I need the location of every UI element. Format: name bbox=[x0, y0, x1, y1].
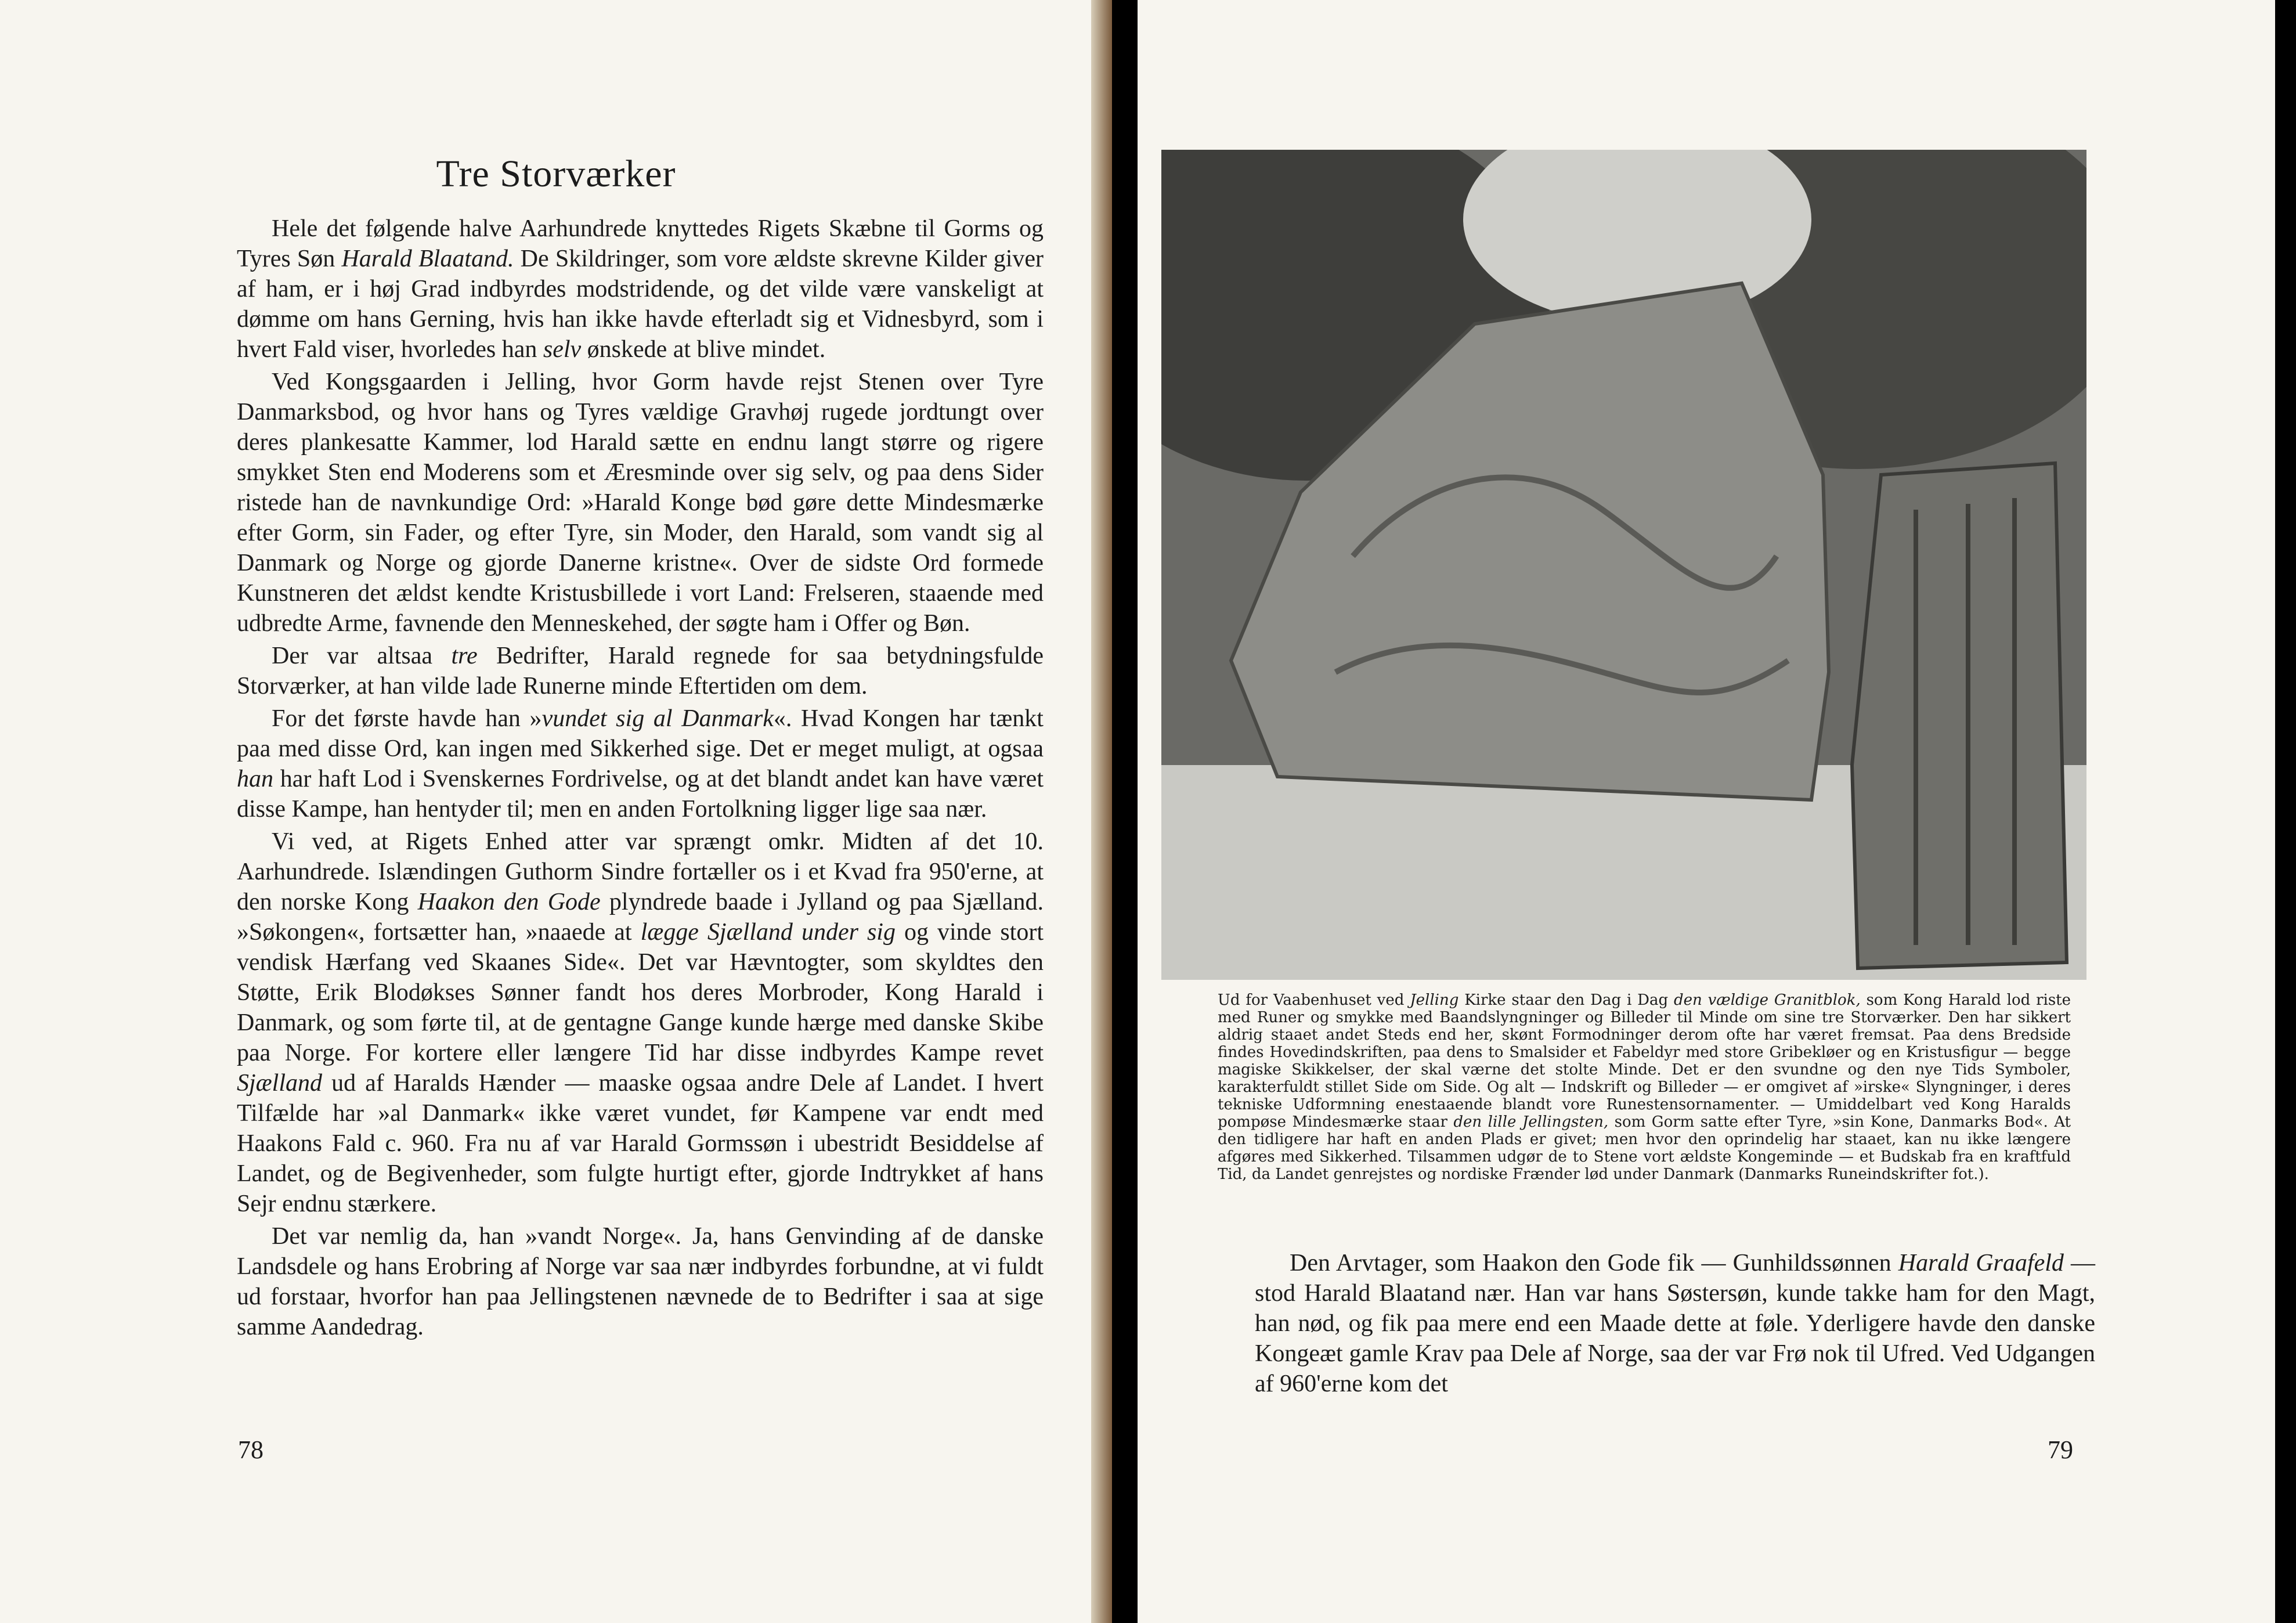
paragraph: Den Arvtager, som Haakon den Gode fik — Gunhildssønnen Harald Graafeld — stod Harald Blaatand nær. Han var hans Søstersøn, kunde takke ham for den Magt, han nød, og fik paa mere end een Maade dette at føle. Yderligere havde den danske Kongeæt gamle Krav paa Dele af Norge, saa der var Frø nok til Ufred. Ved Udgangen af 960'erne kom det bbox=[1255, 1250, 2095, 1397]
paragraph: Vi ved, at Rigets Enhed atter var sprængt omkr. Midten af det 10. Aarhundrede. Islændingen Guthorm Sindre fortæller os i et Kvad fra 950'erne, at den norske Kong Haakon den Gode plyndrede baade i Jylland og paa Sjælland. »Søkongen«, fortsætter han, »naaede at lægge Sjælland under sig og vinde stort vendisk Hærfang ved Skaanes Side«. Det var Hævntogter, som skyldtes den Støtte, Erik Blodøkses Sønner fandt hos deres Morbroder, Kong Harald i Danmark, og som førte til, at de gentagne Gange kunde hærge med danske Skibe paa Norge. For kortere eller længere Tid har disse indbyrdes Kampe revet Sjælland ud af Haralds Hænder — maaske ogsaa andre Dele af Landet. I hvert Tilfælde har »al Danmark« ikke været vundet, før Kampene var endt med Haakons Fald c. 960. Fra nu af var Harald Gormssøn i ubestridt Besiddelse af Landet, og de Begivenheder, som fulgte hurtigt efter, gjorde Indtrykket af hans Sejr endnu stærkere. bbox=[237, 828, 1044, 1217]
paragraph: Ved Kongsgaarden i Jelling, hvor Gorm havde rejst Stenen over Tyre Danmarksbod, og hvor hans og Tyres vældige Gravhøj rugede jordtungt over deres plankesatte Kammer, lod Harald sætte en endnu langt større og rigere smykket Sten end Moderens som et Æresminde over sig selv, og paa dens Sider ristede han de navnkundige Ord: »Harald Konge bød gøre dette Mindesmærke efter Gorm, sin Fader, og efter Tyre, sin Moder, den Harald, som vandt sig al Danmark og Norge og gjorde Danerne kristne«. Over de sidste Ord formede Kunstneren det ældst kendte Kristusbillede i vort Land: Frelseren, staaende med udbredte Arme, favnende den Menneskehed, der søgte ham i Offer og Bøn. bbox=[237, 369, 1044, 637]
jelling-runestone-photo bbox=[1161, 150, 2086, 980]
page-number-right: 79 bbox=[2048, 1436, 2073, 1464]
paragraph: Ud for Vaabenhuset ved Jelling Kirke staar den Dag i Dag den vældige Granitblok, som Kong Harald lod riste med Runer og smykke med Baandslyngninger og Billeder til Minde om sine tre Storværker. Den har sikkert aldrig staaet andet Steds end her, skønt Formodninger derom ofte har været fremsat. Paa dens Bredside findes Hovedindskriften, paa dens to Smalsider et Fabeldyr med store Gribekløer og en Kristusfigur — begge magiske Skikkelser, der skal værne det stolte Minde. Det er den svundne og den nye Tids Symboler, karakterfuldt stillet Side om Side. Og alt — Indskrift og Billeder — er omgivet af »irske« Slyngninger, i deres tekniske Udformning enestaaende blandt vore Runestensornamenter. — Umiddelbart ved Kong Haralds pompøse Mindesmærke staar den lille Jellingsten, som Gorm satte efter Tyre, »sin Kone, Danmarks Bod«. At den tidligere har haft en anden Plads er givet; men hvor den oprindelig har staaet, kan nu ikke længere afgøres med Sikkerhed. Tilsammen udgør de to Stene vort ældste Kongeminde — et Budskab fra en kraftfuld Tid, da Landet genrejstes og nordiske Frænder lød under Danmark (Danmarks Runeindskrifter fot.). bbox=[1218, 991, 2071, 1183]
paragraph: Det var nemlig da, han »vandt Norge«. Ja, hans Genvinding af de danske Landsdele og hans Erobring af Norge var saa nær indbyrdes forbundne, at vi fuldt ud forstaar, hvorfor han paa Jellingstenen nævnede de to Bedrifter i saa at sige samme Aandedrag. bbox=[237, 1223, 1044, 1340]
paragraph: For det første havde han »vundet sig al Danmark«. Hvad Kongen har tænkt paa med disse Ord, kan ingen med Sikkerhed sige. Det er meget muligt, at ogsaa han har haft Lod i Svenskernes Fordrivelse, og at det blandt andet kan have været disse Kampe, han hentyder til; men en anden Fortolkning ligger lige saa nær. bbox=[237, 705, 1044, 823]
photo-caption bbox=[1218, 991, 2071, 1183]
small-jelling-stone bbox=[1852, 463, 2067, 968]
right-body-text bbox=[1255, 1248, 2095, 1399]
page-number-left: 78 bbox=[238, 1436, 263, 1464]
left-body-text bbox=[237, 214, 1044, 1344]
photo-illustration bbox=[1161, 150, 2086, 980]
paragraph: Hele det følgende halve Aarhundrede knyttedes Rigets Skæbne til Gorms og Tyres Søn Harald Blaatand. De Skildringer, som vore ældste skrevne Kilder giver af ham, er i høj Grad indbyrdes modstridende, og det vilde være vanskeligt at dømme om hans Gerning, hvis han ikke havde efterladt sig et Vidnesbyrd, som i hvert Fald viser, hvorledes han selv ønskede at blive mindet. bbox=[237, 215, 1044, 363]
left-page bbox=[0, 0, 1112, 1623]
chapter-title: Tre Storværker bbox=[436, 153, 676, 195]
paragraph: Der var altsaa tre Bedrifter, Harald regnede for saa betydningsfulde Storværker, at han vilde lade Runerne minde Eftertiden om dem. bbox=[237, 643, 1044, 699]
book-spine-shadow bbox=[1091, 0, 1112, 1623]
